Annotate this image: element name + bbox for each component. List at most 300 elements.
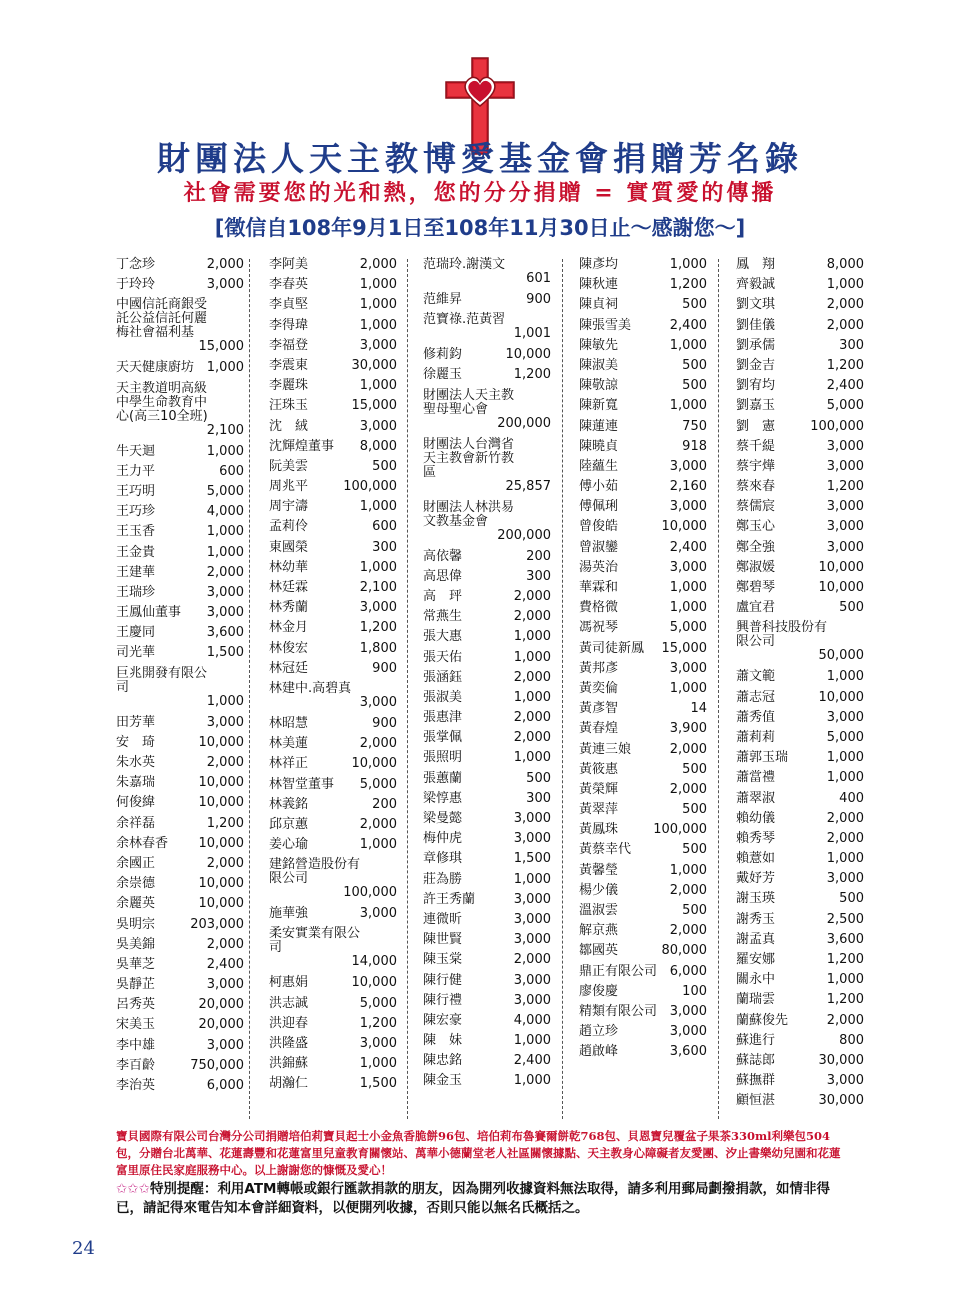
donor-entry (421, 829, 553, 849)
donor-name: 林金月 (269, 620, 309, 636)
donor-entry (267, 417, 399, 437)
donor-entry (421, 708, 553, 728)
donor-name: 修莉鈞 (423, 347, 463, 363)
donor-name: 黃彥智 (579, 701, 619, 717)
donor-entry (114, 814, 246, 834)
donor-name: 王巧珍 (116, 504, 156, 520)
donor-name: 蕭文範 (736, 669, 776, 685)
donor-entry (734, 538, 866, 558)
donor-name: 黃邦彥 (579, 660, 619, 676)
donor-name: 鄭淑媛 (736, 559, 776, 575)
donor-entry (734, 295, 866, 315)
donation-amount: 500 (839, 891, 864, 907)
donor-entry (267, 457, 399, 477)
donor-entry (734, 970, 866, 990)
donor-name: 汪珠玉 (269, 398, 309, 414)
donation-amount: 3,000 (206, 605, 244, 621)
donor-entry (114, 1076, 246, 1096)
donor-name: 洪錦蘇 (269, 1056, 309, 1072)
page-title: 財團法人天主教博愛基金會捐贈芳名錄 (157, 139, 803, 178)
donor-entry (267, 255, 399, 275)
in-kind-donation-note: 寶貝國際有限公司台灣分公司捐贈培伯莉寶貝起士小金魚香脆餅96包、培伯莉布魯賽爾餅乾768包、貝恩寶兒覆盆子果茶330ml利樂包504包，分贈台北萬華、花蓮壽豐和花蓮富里兒童教育關懷站、萬華小德蘭堂老人社區關懷據點、天主教身心障礙者友愛團、汐止書樂幼兒園和花蓮富里原住民家庭服務中心。以上謝謝您的慷慨及愛心！ (116, 1129, 841, 1177)
donation-amount: 14 (690, 701, 707, 717)
donor-entry (114, 894, 246, 914)
donation-amount: 1,000 (359, 297, 397, 313)
donor-entry (267, 1014, 399, 1034)
donor-entry (114, 379, 246, 442)
donor-entry (577, 941, 709, 961)
donation-amount: 30,000 (818, 1052, 864, 1068)
page-subtitle: 社會需要您的光和熱，您的分分捐贈 = 實質愛的傳播 (183, 180, 777, 206)
donor-entry (577, 1002, 709, 1022)
donation-amount: 3,900 (669, 721, 707, 737)
donation-amount: 3,000 (359, 906, 397, 922)
donation-amount: 900 (372, 715, 397, 731)
donor-entry (577, 719, 709, 739)
donation-amount: 1,000 (826, 669, 864, 685)
donor-entry (734, 849, 866, 869)
donor-name: 馮祝琴 (579, 620, 619, 636)
donation-amount: 300 (839, 337, 864, 353)
donation-amount: 2,000 (826, 1012, 864, 1028)
donor-entry (734, 829, 866, 849)
donor-entry (734, 578, 866, 598)
donor-entry (267, 1034, 399, 1054)
donor-name: 施華強 (269, 906, 309, 922)
donation-amount: 1,000 (513, 1033, 551, 1049)
donor-entry (114, 1036, 246, 1056)
donor-name: 李百齡 (116, 1057, 156, 1073)
donor-entry (421, 345, 553, 365)
donor-name: 張天佑 (423, 649, 463, 665)
donation-amount: 2,000 (826, 297, 864, 313)
donor-entry (114, 874, 246, 894)
donor-entry (267, 714, 399, 734)
donation-amount: 200 (372, 796, 397, 812)
donor-name: 林智堂董事 (269, 776, 335, 792)
donor-column-1 (114, 255, 246, 1096)
donation-amount: 800 (839, 1032, 864, 1048)
donor-entry (734, 1091, 866, 1111)
donor-name: 王金貴 (116, 544, 156, 560)
donation-amount: 2,000 (826, 830, 864, 846)
donation-amount: 900 (526, 292, 551, 307)
donor-entry (577, 558, 709, 578)
donor-name: 連微昕 (423, 911, 463, 927)
donor-name: 牛天迴 (116, 443, 156, 459)
donor-name: 余麗英 (116, 896, 156, 912)
donation-amount: 2,100 (359, 580, 397, 595)
donation-amount: 2,000 (206, 755, 244, 770)
donor-entry (421, 310, 553, 345)
donation-amount: 1,000 (826, 277, 864, 293)
donor-entry (577, 598, 709, 618)
donation-amount: 1,200 (826, 357, 864, 373)
donation-amount: 10,000 (198, 835, 244, 851)
donor-entry (421, 435, 553, 498)
donation-amount: 500 (682, 297, 707, 313)
donor-entry (577, 1022, 709, 1042)
donor-entry (114, 733, 246, 753)
donor-entry (421, 547, 553, 567)
donation-amount: 2,000 (513, 669, 551, 685)
donor-name: 張照明 (423, 750, 463, 766)
donor-name: 林美蓮 (269, 736, 309, 752)
column-divider (407, 259, 408, 1119)
donor-entry (577, 578, 709, 598)
donor-entry (421, 809, 553, 829)
donor-entry (114, 502, 246, 522)
donor-entry (421, 498, 553, 547)
donor-name: 陳玉棠 (423, 952, 463, 968)
donor-name: 蘇進行 (736, 1032, 776, 1048)
donor-entry (421, 648, 553, 668)
donor-entry (267, 973, 399, 993)
donation-amount: 1,000 (206, 360, 244, 376)
donor-name: 趙啟峰 (579, 1044, 619, 1060)
donor-name: 財團法人台灣省 天主教會新竹教 區 (423, 436, 515, 480)
donor-entry (421, 1051, 553, 1071)
donor-entry (114, 915, 246, 935)
donor-name: 王鳳仙董事 (116, 605, 182, 621)
donor-entry (577, 921, 709, 941)
donor-entry (577, 376, 709, 396)
donation-amount: 500 (682, 378, 707, 394)
donor-entry (114, 255, 246, 275)
donation-amount: 10,000 (198, 795, 244, 811)
donor-entry (734, 618, 866, 667)
donor-name: 蕭秀值 (736, 709, 776, 725)
donor-entry (421, 910, 553, 930)
donation-amount: 2,000 (669, 781, 707, 797)
donor-entry (267, 336, 399, 356)
donor-name: 巨兆開發有限公 司 (116, 665, 208, 695)
donor-name: 廖俊慶 (579, 983, 619, 999)
donation-amount: 1,000 (206, 443, 244, 459)
donor-name: 謝孟真 (736, 931, 776, 947)
donor-name: 黃鳳珠 (579, 822, 619, 838)
donation-amount: 918 (682, 438, 707, 454)
donor-entry (577, 538, 709, 558)
donor-entry (734, 768, 866, 788)
donor-entry (114, 442, 246, 462)
donor-entry (734, 667, 866, 687)
donor-name: 司光華 (116, 645, 156, 661)
donor-name: 天主教道明高級 中學生命教育中 心(高三10全班) (116, 380, 208, 424)
donation-amount: 2,000 (206, 564, 244, 580)
donation-amount: 3,000 (826, 709, 864, 725)
donation-amount: 2,400 (513, 1053, 551, 1069)
donor-name: 張掌佩 (423, 730, 463, 746)
donation-amount: 100,000 (343, 479, 397, 495)
donor-name: 華霖和 (579, 580, 619, 595)
page-number: 24 (72, 1238, 95, 1259)
donation-amount: 1,200 (669, 277, 707, 293)
donor-name: 黃連三娘 (579, 741, 632, 757)
donor-entry (734, 457, 866, 477)
donation-amount: 3,000 (206, 584, 244, 600)
donor-name: 傅小茹 (579, 479, 619, 495)
donor-entry (421, 728, 553, 748)
donor-entry (577, 295, 709, 315)
donor-name: 陳敬諒 (579, 378, 619, 394)
donor-entry (577, 316, 709, 336)
donation-amount: 5,000 (206, 483, 244, 499)
donor-name: 陳行禮 (423, 992, 463, 1008)
donor-entry (114, 753, 246, 773)
donor-entry (734, 497, 866, 517)
donor-name: 陳宏豪 (423, 1012, 463, 1028)
donor-name: 劉宥均 (736, 378, 776, 394)
donor-entry (421, 290, 553, 310)
donor-name: 李治英 (116, 1078, 156, 1093)
donation-amount: 5,000 (359, 776, 397, 792)
donor-name: 劉文琪 (736, 297, 776, 313)
donor-name: 田芳華 (116, 714, 156, 730)
donor-entry (421, 567, 553, 587)
donation-amount: 2,000 (206, 855, 244, 871)
donation-amount: 2,160 (669, 479, 707, 495)
donor-name: 宋美玉 (116, 1017, 156, 1033)
donation-amount: 1,000 (826, 851, 864, 867)
donor-entry (267, 795, 399, 815)
donor-entry (114, 295, 246, 358)
donation-amount: 10,000 (198, 896, 244, 912)
donor-name: 蕭當禮 (736, 770, 776, 786)
donor-name: 洪隆盛 (269, 1036, 309, 1051)
donor-name: 蔡儒宸 (736, 499, 776, 515)
donor-entry (734, 376, 866, 396)
donation-amount: 1,000 (669, 580, 707, 595)
donor-entry (267, 734, 399, 754)
donor-name: 黃司徒新鳳 (579, 640, 645, 656)
donation-amount: 200,000 (497, 415, 551, 431)
donation-amount: 2,000 (513, 588, 551, 604)
donor-name: 陳世賢 (423, 932, 463, 948)
donation-amount: 2,400 (206, 956, 244, 972)
donor-entry (267, 578, 399, 598)
donor-name: 王瑞珍 (116, 584, 156, 600)
donation-amount: 3,000 (669, 458, 707, 474)
donation-amount: 3,000 (513, 911, 551, 927)
donation-amount: 10,000 (661, 519, 707, 535)
donor-name: 精類有限公司 (579, 1003, 658, 1019)
donor-entry (421, 950, 553, 970)
donor-entry (114, 935, 246, 955)
donor-entry (577, 1042, 709, 1062)
donor-entry (421, 607, 553, 627)
donation-amount: 500 (682, 357, 707, 373)
donor-entry (114, 583, 246, 603)
column-divider (718, 259, 719, 1119)
donor-entry (421, 971, 553, 991)
donor-name: 鄭玉心 (736, 519, 776, 535)
donation-amount: 203,000 (190, 916, 244, 932)
donation-amount: 6,000 (206, 1078, 244, 1093)
donation-amount: 25,857 (505, 478, 551, 494)
donor-name: 陳貞祠 (579, 297, 619, 313)
donor-name: 陳行健 (423, 972, 463, 988)
donor-name: 劉 憲 (736, 418, 776, 434)
donation-amount: 400 (839, 790, 864, 806)
donor-name: 劉佳儀 (736, 317, 776, 333)
donor-entry (734, 930, 866, 950)
donor-entry (267, 538, 399, 558)
donor-entry (267, 904, 399, 924)
donor-name: 陳敏先 (579, 337, 619, 353)
donation-amount: 1,200 (826, 992, 864, 1008)
donor-name: 中國信託商銀受 託公益信託何麗 梅社會福利基 (116, 297, 208, 341)
donation-amount: 2,000 (513, 730, 551, 746)
donation-amount: 10,000 (198, 876, 244, 892)
donor-name: 天天健康廚坊 (116, 360, 195, 376)
donation-amount: 3,000 (513, 891, 551, 907)
donor-name: 何俊緯 (116, 795, 156, 811)
donor-entry (421, 870, 553, 890)
donor-entry (734, 598, 866, 618)
donation-amount: 3,600 (669, 1044, 707, 1060)
donor-entry (421, 386, 553, 435)
donor-name: 周宇濤 (269, 499, 309, 515)
donation-amount: 50,000 (818, 648, 864, 664)
donor-entry (267, 437, 399, 457)
donor-entry (114, 995, 246, 1015)
donor-name: 李春英 (269, 277, 309, 293)
donor-name: 傅佩琍 (579, 499, 619, 515)
donor-name: 湯英治 (579, 559, 619, 575)
donor-name: 曾淑鑾 (579, 539, 619, 555)
donor-entry (114, 563, 246, 583)
donor-entry (577, 901, 709, 921)
donation-amount: 1,000 (359, 499, 397, 515)
reminder-text: 利用ATM轉帳或銀行匯款捐款的朋友，因為開列收據資料無法取得，請多利用郵局劃撥捐款，如情非得已，請記得來電告知本會詳細資料，以便開列收據，否則只能以無名氏概括之。 (116, 1181, 830, 1216)
donation-amount: 3,000 (359, 1036, 397, 1051)
donation-amount: 2,000 (359, 816, 397, 832)
donor-name: 林建中.高碧真 (269, 680, 352, 696)
donation-amount: 2,400 (669, 539, 707, 555)
donor-entry (577, 437, 709, 457)
donor-entry (734, 477, 866, 497)
donor-entry (114, 975, 246, 995)
donation-amount: 10,000 (351, 975, 397, 991)
donor-name: 范維昇 (423, 292, 463, 307)
donor-name: 沈輝煌董事 (269, 438, 335, 454)
donation-amount: 1,000 (669, 257, 707, 272)
donor-entry (421, 1071, 553, 1091)
donor-entry (734, 809, 866, 829)
donor-name: 林義銘 (269, 796, 309, 812)
donor-entry (734, 789, 866, 809)
donor-entry (577, 477, 709, 497)
donor-name: 莊為勝 (423, 871, 463, 887)
donor-entry (577, 881, 709, 901)
donor-name: 蕭翠淑 (736, 790, 776, 806)
donor-name: 黃馨瑩 (579, 862, 619, 878)
donor-name: 鼎正有限公司 (579, 963, 658, 979)
donor-name: 許王秀蘭 (423, 891, 476, 907)
donor-entry (577, 639, 709, 659)
donor-entry (734, 1011, 866, 1031)
donor-entry (577, 336, 709, 356)
donor-entry (114, 793, 246, 813)
donor-name: 東國榮 (269, 539, 309, 555)
donor-name: 興普科技股份有 限公司 (736, 620, 828, 650)
donor-name: 黃奕倫 (579, 680, 619, 696)
donor-entry (734, 990, 866, 1010)
donation-amount: 2,000 (513, 609, 551, 625)
donation-amount: 2,000 (513, 952, 551, 968)
donor-entry (114, 482, 246, 502)
donor-entry (267, 659, 399, 679)
donor-name: 李麗珠 (269, 378, 309, 394)
donation-amount: 3,000 (826, 499, 864, 515)
donor-name: 朱水英 (116, 755, 156, 770)
donor-entry (114, 358, 246, 378)
donation-amount: 2,000 (513, 710, 551, 726)
donor-name: 財團法人林洪易 文教基金會 (423, 499, 515, 529)
donor-name: 王慶同 (116, 625, 156, 641)
donation-amount: 15,000 (661, 640, 707, 656)
donor-entry (421, 849, 553, 869)
donation-amount: 3,000 (669, 1003, 707, 1019)
donor-entry (421, 789, 553, 809)
donor-name: 關永中 (736, 972, 776, 988)
donor-entry (734, 950, 866, 970)
donor-entry (114, 664, 246, 713)
donation-amount: 1,200 (206, 815, 244, 831)
donor-entry (734, 255, 866, 275)
donor-entry (421, 748, 553, 768)
column-divider (562, 259, 563, 1119)
donation-amount: 2,100 (206, 422, 244, 438)
donation-amount: 500 (682, 802, 707, 818)
donor-name: 蘇撫群 (736, 1073, 776, 1089)
donation-amount: 1,800 (359, 640, 397, 656)
donation-amount: 3,000 (826, 539, 864, 555)
donor-name: 林廷霖 (269, 580, 309, 595)
donor-name: 高 玶 (423, 588, 463, 604)
donor-entry (267, 1074, 399, 1094)
donation-amount: 1,000 (513, 689, 551, 705)
donor-name: 陳忠銘 (423, 1053, 463, 1069)
donor-name: 蘇誌郎 (736, 1052, 776, 1068)
donor-name: 黃春煌 (579, 721, 619, 737)
donor-entry (577, 517, 709, 537)
donor-entry (421, 255, 553, 290)
donor-entry (267, 517, 399, 537)
donor-name: 謝秀玉 (736, 911, 776, 927)
donor-entry (114, 522, 246, 542)
donor-entry (267, 376, 399, 396)
donor-name: 李貞堅 (269, 297, 309, 313)
donor-name: 范寶祿.范黃習 (423, 312, 506, 328)
donation-amount: 4,000 (513, 1012, 551, 1028)
donor-entry (577, 780, 709, 800)
donor-entry (577, 840, 709, 860)
donor-name: 劉承儒 (736, 337, 776, 353)
donation-amount: 5,000 (359, 995, 397, 1011)
donation-amount: 3,000 (513, 831, 551, 847)
donation-amount: 1,000 (513, 750, 551, 766)
donation-amount: 10,000 (198, 775, 244, 791)
donor-column-5 (734, 255, 866, 1112)
period-label: [徵信自108年9月1日至108年11月30日止～感謝您～] (214, 216, 746, 240)
donor-name: 張惠津 (423, 710, 463, 726)
donor-name: 顧恒湛 (736, 1093, 776, 1109)
donor-entry (114, 854, 246, 874)
donation-amount: 2,000 (206, 257, 244, 272)
donation-amount: 3,000 (513, 972, 551, 988)
